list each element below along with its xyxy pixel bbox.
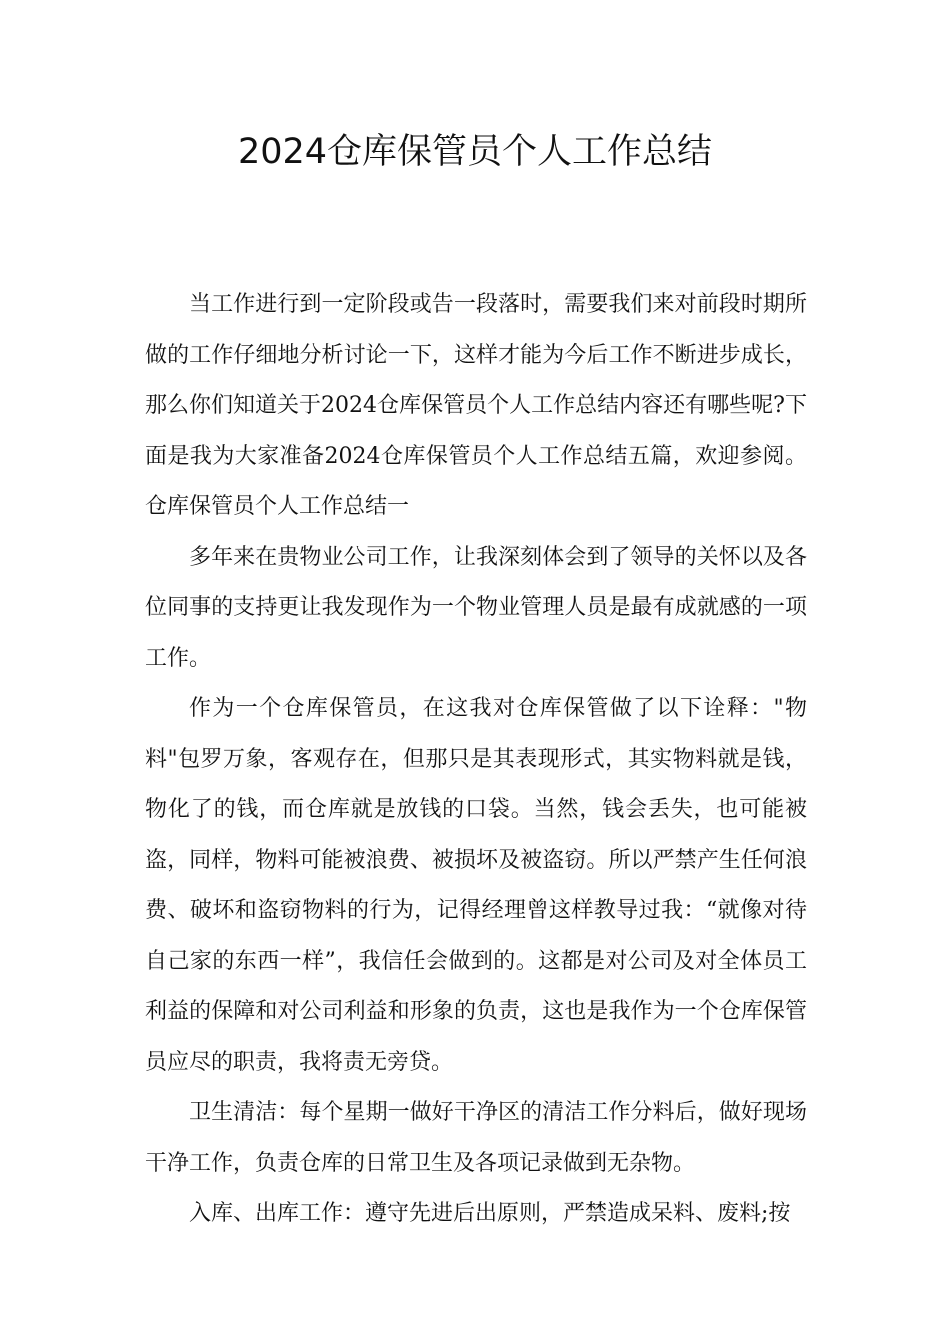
paragraph-cleaning: 卫生清洁：每个星期一做好干净区的清洁工作分料后，做好现场干净工作，负责仓库的日常卫生及各项记录做到无杂物。 bbox=[145, 1100, 807, 1176]
paragraph-role-definition: 作为一个仓库保管员，在这我对仓库保管做了以下诠释："物料"包罗万象，客观存在，但那只是其表现形式，其实物料就是钱，物化了的钱，而仓库就是放钱的口袋。当然，钱会丢失，也可能被盗，同样，物料可能被浪费、被损坏及被盗窃。所以严禁产生任何浪费、破坏和盗窃物料的行为，记得经理曾这样教导过我：“就像对待自己家的东西一样”，我信任会做到的。这都是对公司及对全体员工利益的保障和对公司利益和形象的负责，这也是我作为一个仓库保管员应尽的职责，我将责无旁贷。 bbox=[145, 696, 807, 1075]
paragraph-experience: 多年来在贵物业公司工作，让我深刻体会到了领导的关怀以及各位同事的支持更让我发现作为一个物业管理人员是最有成就感的一项工作。 bbox=[145, 544, 807, 671]
paragraph-inbound-outbound: 入库、出库工作：遵守先进后出原则，严禁造成呆料、废料;按 bbox=[189, 1201, 791, 1226]
paragraph-intro: 当工作进行到一定阶段或告一段落时，需要我们来对前段时期所做的工作仔细地分析讨论一下，这样才能为今后工作不断进步成长，那么你们知道关于2024仓库保管员个人工作总结内容还有哪些呢?下面是我为大家准备2024仓库保管员个人工作总结五篇，欢迎参阅。仓库保管员个人工作总结一 bbox=[145, 292, 807, 519]
document-title: 2024仓库保管员个人工作总结 bbox=[237, 132, 713, 172]
document-body bbox=[145, 280, 807, 1240]
